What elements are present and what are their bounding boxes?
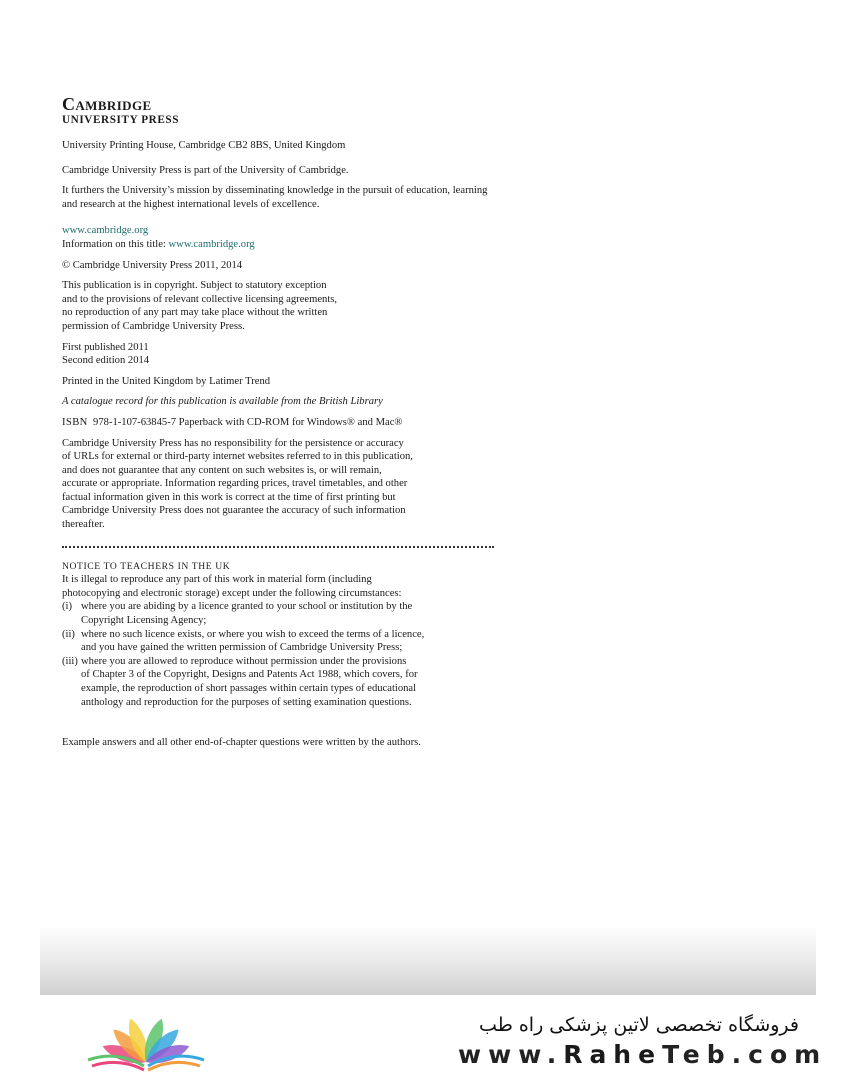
authors-note: Example answers and all other end-of-chapter questions were written by the authors. xyxy=(62,737,421,749)
copyright-page xyxy=(62,95,502,750)
website-link[interactable]: www.cambridge.org xyxy=(62,225,149,237)
edition-info: First published 2011 Second edition 2014 xyxy=(62,341,150,367)
isbn-label: ISBN xyxy=(62,416,88,428)
publisher-address: University Printing House, Cambridge CB2 8BS, United Kingdom xyxy=(62,140,346,151)
store-name: فروشگاه تخصصی لاتین پزشکی راه طب xyxy=(479,1014,799,1036)
mission-statement: It furthers the University’s mission by disseminating knowledge in the pursuit of education, learning and research at the highest international levels of excellence. xyxy=(62,185,488,210)
disclaimer: Cambridge University Press has no responsibility for the persistence or accuracy of URLs for external or third-party internet websites referred to in this publication, and does not guarantee that any content on such websites is, or will remain, accurate or appropriate. Information regarding prices, travel timetables, and other factual information given in this work is correct at the time of first printing but Cambridge University Press does not guarantee the accuracy of such information thereafter. xyxy=(62,437,413,531)
isbn-line xyxy=(62,416,502,430)
copyright-line: © Cambridge University Press 2011, 2014 xyxy=(62,259,243,271)
open-book-logo-icon xyxy=(80,1010,212,1072)
publisher-logo xyxy=(62,95,502,126)
info-label: Information on this title: xyxy=(62,238,169,250)
copyright-notice: This publication is in copyright. Subject to statutory exception and to the provisions of relevant collective licensing agreements, no reproduction of any part may take place without the written permission of Cambridge University Press. xyxy=(62,280,338,332)
logo-subtitle: UNIVERSITY PRESS xyxy=(62,114,180,126)
catalogue-record: A catalogue record for this publication is available from the British Library xyxy=(62,396,383,408)
logo-title: Cambridge xyxy=(62,94,152,114)
notice-item: (ii) where no such licence exists, or where you wish to exceed the terms of a licence, and you have gained the written permission of Cambridge University Press; xyxy=(62,628,425,654)
notice-item: (iii) where you are allowed to reproduce without permission under the provisions of Chapter 3 of the Copyright, Designs and Patents Act 1988, which covers, for example, the reproduction of short passages within certain types of educational anthology and reproduction for the purposes of setting examination questions. xyxy=(62,655,418,708)
store-url[interactable]: www.RaheTeb.com xyxy=(458,1040,828,1069)
info-link[interactable]: www.cambridge.org xyxy=(168,238,255,250)
page-shadow xyxy=(40,925,816,995)
notice-item: (i) where you are abiding by a licence granted to your school or institution by the Copyright Licensing Agency; xyxy=(62,601,413,627)
part-of-statement: Cambridge University Press is part of the University of Cambridge. xyxy=(62,164,349,176)
printed-info: Printed in the United Kingdom by Latimer Trend xyxy=(62,375,271,387)
isbn-value: 978-1-107-63845-7 Paperback with CD-ROM for Windows® and Mac® xyxy=(93,416,403,428)
notice-intro: It is illegal to reproduce any part of this work in material form (including photocopying and electronic storage) except under the following circumstances: xyxy=(62,574,402,599)
notice-title: NOTICE TO TEACHERS IN THE UK xyxy=(62,560,231,572)
dotted-divider xyxy=(62,546,494,548)
